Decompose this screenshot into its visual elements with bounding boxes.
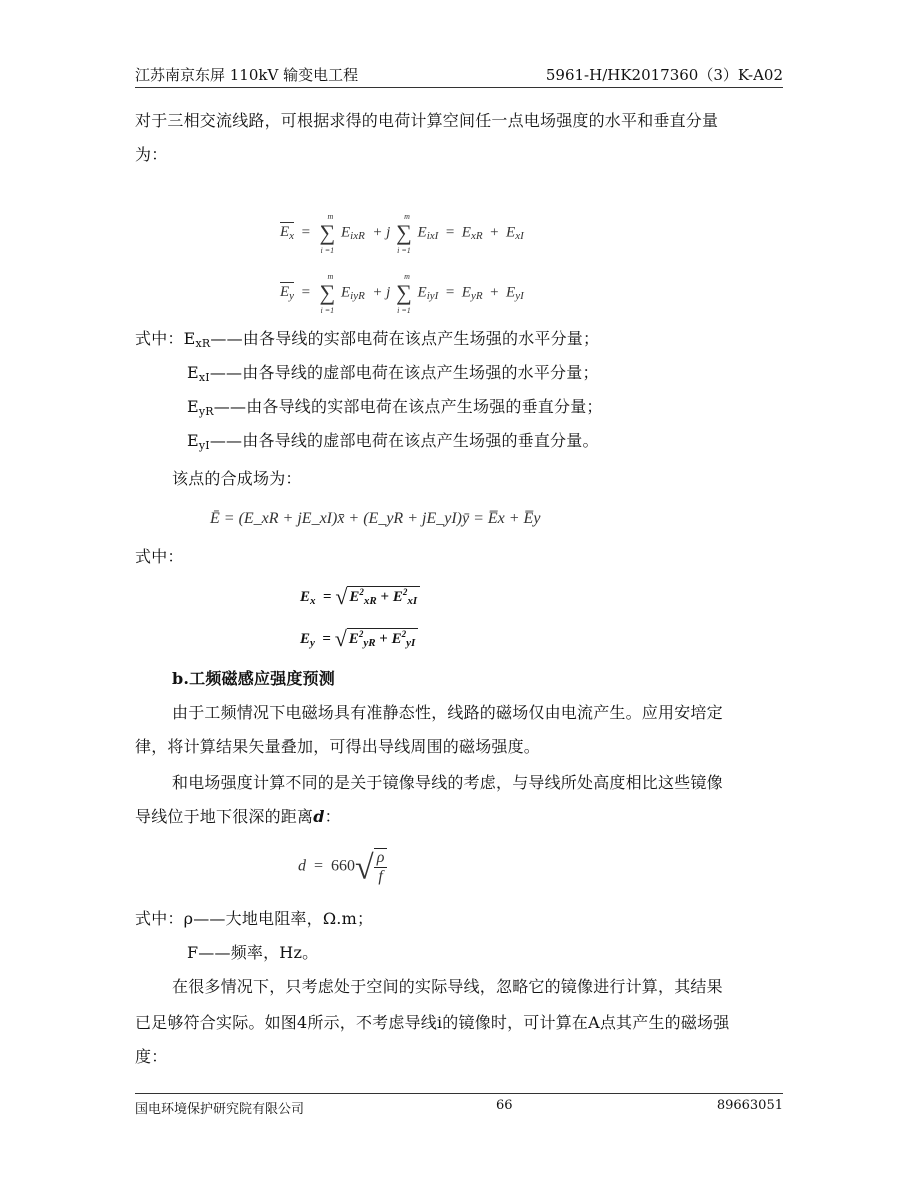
para1-line-2: 律，将计算结果矢量叠加，可得出导线周围的磁场强度。	[135, 737, 541, 756]
defs2-prefix: 式中：	[135, 547, 184, 566]
equation-mag-ex: $E_x$ = √ $E^2_{xR} + E^2_{xI}$	[300, 584, 420, 610]
page-number: 66	[496, 1098, 513, 1113]
def-exi: ExI——由各导线的虚部电荷在该点产生场强的水平分量；	[187, 363, 599, 384]
sigma-symbol-4: ∑ m i =1	[396, 272, 412, 315]
def-eyr: EyR——由各导线的实部电荷在该点产生场强的垂直分量；	[187, 397, 603, 418]
sigma-symbol-3: ∑ m i =1	[319, 272, 336, 315]
para2-line-2: 导线位于地下很深的距离d：	[135, 807, 341, 826]
header-right: 5961-H/HK2017360（3）K-A02	[545, 66, 783, 84]
def-rho: 式中：ρ——大地电阻率，Ω.m；	[135, 909, 374, 928]
sigma-symbol-1: ∑ m i =1	[319, 212, 336, 255]
footer-left: 国电环境保护研究院有限公司	[135, 1102, 305, 1117]
header-rule	[135, 87, 783, 88]
section-b-heading: b.工频磁感应强度预测	[172, 669, 335, 688]
synth-label: 该点的合成场为：	[172, 469, 302, 488]
def-eyi: EyI——由各导线的虚部电荷在该点产生场强的垂直分量。	[187, 431, 599, 452]
intro-line-1: 对于三相交流线路，可根据求得的电荷计算空间任一点电场强度的水平和垂直分量	[135, 111, 719, 130]
equation-synthesis: Ē = (E_xR + jE_xI)x̄ + (E_yR + jE_yI)ȳ = E̅x + E̅y	[210, 510, 541, 527]
header-left: 江苏南京东屏 110kV 输变电工程	[135, 66, 359, 84]
para3-line-3: 度：	[135, 1047, 168, 1066]
footer-right: 89663051	[716, 1098, 783, 1113]
equation-mag-ey: $E_y$ = √ $E^2_{yR} + E^2_{yI}$	[300, 626, 418, 652]
para1-line-1: 由于工频情况下电磁场具有准静态性，线路的磁场仅由电流产生。应用安培定	[172, 703, 723, 722]
intro-line-2: 为：	[135, 145, 168, 164]
sigma-symbol-2: ∑ m i =1	[396, 212, 412, 255]
equation-ey: $E_y$ = ∑ m i =1 $E_{iyR} + j$ ∑ m i =1 $E_{iyI} = E_{yR} + E_{yI}$	[280, 272, 524, 315]
para2-line-1: 和电场强度计算不同的是关于镜像导线的考虑，与导线所处高度相比这些镜像	[172, 773, 723, 792]
footer-rule	[135, 1093, 783, 1094]
equation-ex: $E_x$ = ∑ m i =1 $E_{ixR} + j$ ∑ m i =1 $E_{ixI} = E_{xR} + E_{xI}$	[280, 212, 524, 255]
equation-d: d = 660√ $\frac{\rho}{f}$	[298, 848, 387, 888]
def-f: F——频率，Hz。	[187, 943, 319, 962]
para3-line-1: 在很多情况下，只考虑处于空间的实际导线，忽略它的镜像进行计算，其结果	[172, 977, 723, 996]
para3-line-2: 已足够符合实际。如图4所示，不考虑导线i的镜像时，可计算在A点其产生的磁场强	[135, 1013, 730, 1032]
def-exr: 式中：ExR——由各导线的实部电荷在该点产生场强的水平分量；	[135, 329, 600, 350]
